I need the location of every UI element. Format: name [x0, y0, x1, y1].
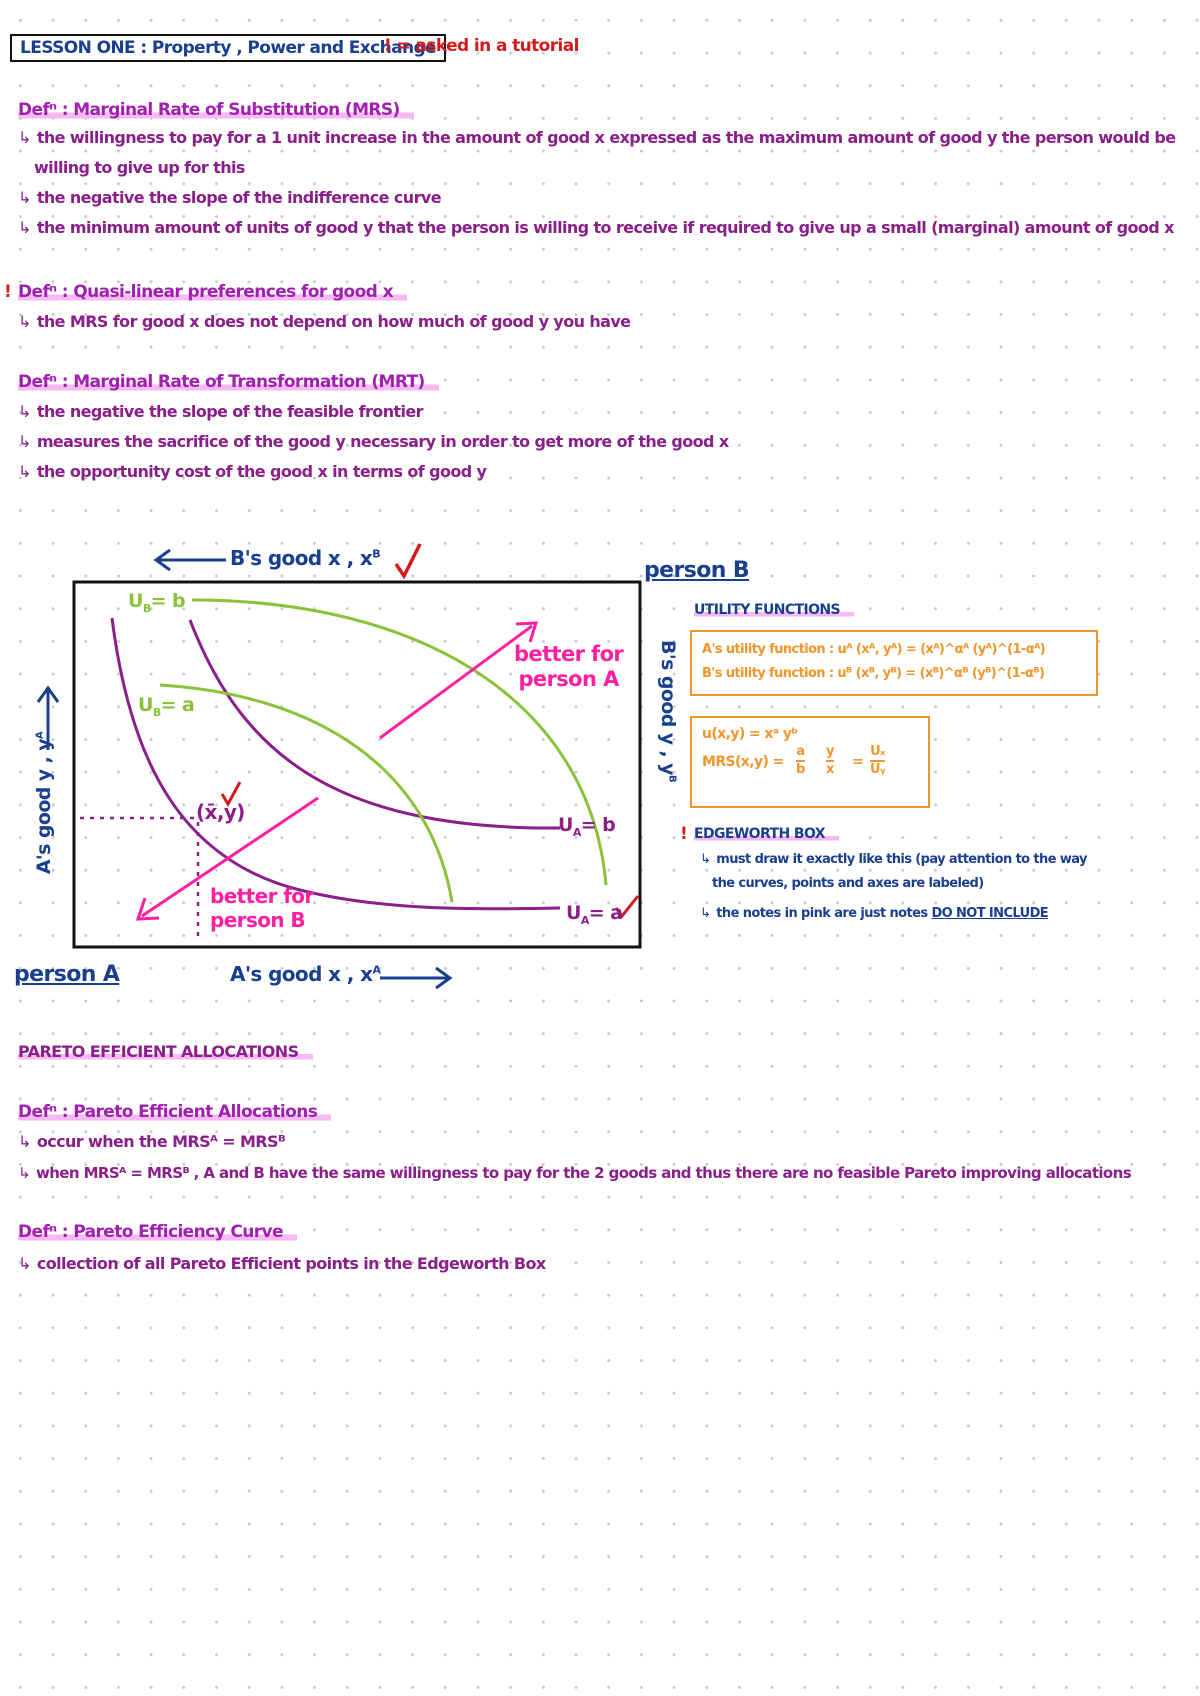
top-axis-label: B's good x , $x^B$ [230, 546, 381, 570]
mrs-definition-title: Defⁿ : Marginal Rate of Substitution (MRS) [18, 100, 414, 120]
person-a-label: person A [14, 962, 120, 987]
indifference-curve-ua-b [190, 620, 560, 828]
mrs-fraction-marginal-utility: Uₓ Uᵧ [870, 744, 885, 777]
arrow-icon: ↳ [18, 402, 31, 421]
edgeworth-tutorial-flag: ! [680, 824, 688, 844]
mrs-point-1-cont: willing to give up for this [34, 158, 245, 177]
mrs-point-1: ↳ the willingness to pay for a 1 unit increase in the amount of good x expressed as the maximum amount of good y the person would be [18, 128, 1176, 147]
arrow-icon: ↳ [18, 218, 31, 237]
pareto-allocations-title: Defⁿ : Pareto Efficient Allocations [18, 1102, 331, 1122]
mrs-point-2: ↳ the negative the slope of the indifference curve [18, 188, 441, 207]
mrt-point-2: ↳ measures the sacrifice of the good y necessary in order to get more of the good x [18, 432, 729, 451]
utility-a-line: A's utility function : uᴬ (xᴬ, yᴬ) = (xᴬ)^αᴬ (yᴬ)^(1-αᴬ) [702, 642, 1046, 657]
allocation-point-label: (x̄,y) [196, 800, 245, 824]
utility-functions-box [690, 630, 1098, 696]
mrs-formula-box [690, 716, 930, 808]
arrow-icon: ↳ [18, 312, 31, 331]
mrt-definition-title: Defⁿ : Marginal Rate of Transformation (MRT) [18, 372, 439, 392]
ua-a-label: $U_A= a$ [566, 902, 623, 927]
arrow-icon: ↳ [18, 188, 31, 207]
ua-b-label: $U_A= b$ [558, 814, 616, 839]
left-axis-label: A's good y , $y^A$ [33, 731, 55, 875]
ub-a-label: $U_B= a$ [138, 694, 195, 719]
better-for-a-arrow-head [516, 623, 536, 642]
utility-functions-title: UTILITY FUNCTIONS [694, 602, 854, 618]
edgeworth-box-diagram [0, 530, 700, 1070]
arrow-icon: ↳ [18, 128, 31, 147]
ub-b-label: $U_B= b$ [128, 590, 185, 615]
utility-b-line: B's utility function : uᴮ (xᴮ, yᴮ) = (xᴮ)^αᴮ (yᴮ)^(1-αᴮ) [702, 666, 1045, 681]
pareto-section-heading: PARETO EFFICIENT ALLOCATIONS [18, 1042, 313, 1061]
arrow-icon: ↳ [18, 432, 31, 451]
better-for-a-note: better for person A [514, 642, 624, 691]
mrt-point-1: ↳ the negative the slope of the feasible frontier [18, 402, 423, 421]
lesson-title: LESSON ONE : Property , Power and Exchange [10, 34, 446, 62]
bottom-axis-label: A's good x , $x^A$ [230, 962, 381, 986]
quasi-linear-title: Defⁿ : Quasi-linear preferences for good x [18, 282, 407, 302]
arrow-icon: ↳ [18, 1164, 30, 1182]
arrow-icon: ↳ [18, 1254, 31, 1273]
pareto-curve-title: Defⁿ : Pareto Efficiency Curve [18, 1222, 297, 1242]
arrow-icon: ↳ [18, 1132, 31, 1151]
indifference-curve-ua-a [112, 618, 560, 909]
mrs-formula-prefix: MRS(x,y) = [702, 754, 784, 770]
mrs-point-3: ↳ the minimum amount of units of good y that the person is willing to receive if required to give up a small (marginal) amount of good x [18, 218, 1174, 237]
tutorial-flag: ! [4, 282, 12, 302]
mrs-fraction-yx: y x [826, 744, 834, 777]
pareto-allocations-point-2: ↳ when MRSᴬ = MRSᴮ , A and B have the same willingness to pay for the 2 goods and thus there are no feasible Pareto improving allocations [18, 1164, 1132, 1182]
tutorial-legend: ! = asked in a tutorial [384, 36, 579, 56]
better-for-a-arrow [380, 626, 532, 738]
mrt-point-3: ↳ the opportunity cost of the good x in terms of good y [18, 462, 487, 481]
arrow-icon: ↳ [700, 906, 711, 921]
edgeworth-note-1: ↳ must draw it exactly like this (pay attention to the way [700, 852, 1087, 867]
check-mark-top [396, 544, 420, 576]
arrow-icon: ↳ [18, 462, 31, 481]
mrs-equals: = [852, 754, 864, 770]
edgeworth-box-frame [74, 582, 640, 947]
edgeworth-box-title: EDGEWORTH BOX [694, 826, 839, 842]
utility-u-line: u(x,y) = xᵃ yᵇ [702, 726, 798, 742]
better-for-b-note: better for person B [210, 884, 314, 932]
arrow-icon: ↳ [700, 852, 711, 867]
edgeworth-note-2: ↳ the notes in pink are just notes DO NOT INCLUDE [700, 906, 1049, 921]
quasi-linear-point: ↳ the MRS for good x does not depend on how much of good y you have [18, 312, 631, 331]
pareto-curve-point-1: ↳ collection of all Pareto Efficient points in the Edgeworth Box [18, 1254, 546, 1273]
person-b-label: person B [644, 558, 750, 583]
right-axis-label: B's good y , $y^B$ [657, 640, 679, 782]
edgeworth-note-1-cont: the curves, points and axes are labeled) [712, 876, 984, 891]
pareto-allocations-point-1: ↳ occur when the MRSᴬ = MRSᴮ [18, 1132, 286, 1151]
mrs-fraction-ab: a b [796, 744, 805, 777]
